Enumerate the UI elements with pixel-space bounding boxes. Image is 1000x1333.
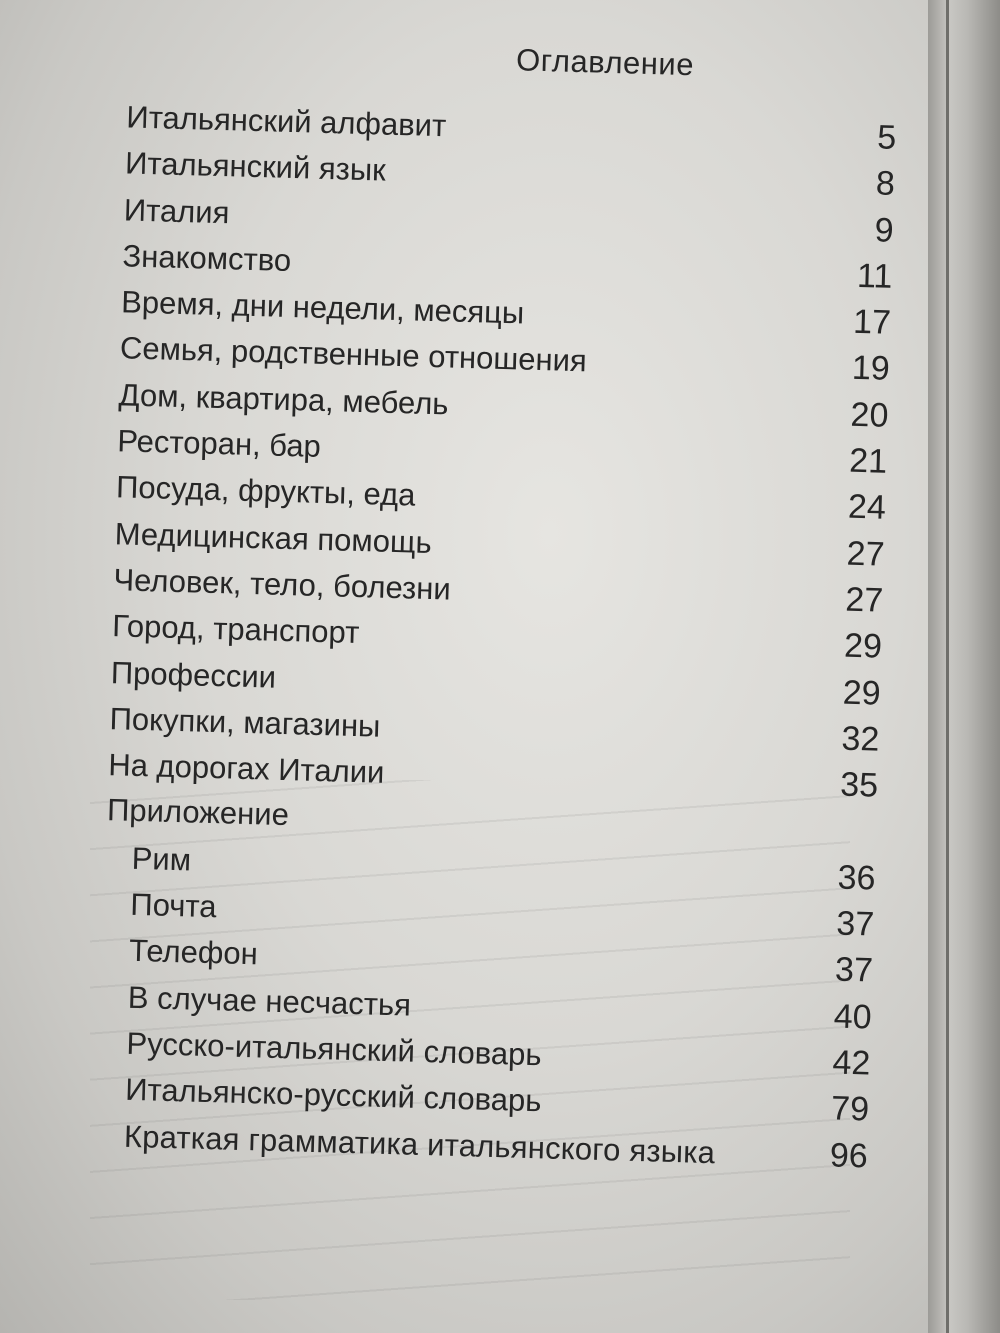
toc-entry-page: 96 — [829, 1135, 869, 1175]
toc-entry-label: Итальянский язык — [124, 145, 387, 188]
toc-entry-page: 40 — [833, 997, 873, 1037]
toc-entry-page: 27 — [846, 534, 886, 574]
toc-entry-page: 27 — [844, 580, 884, 620]
toc-entry-label: В случае несчастья — [127, 979, 412, 1023]
toc-entry-page: 29 — [842, 673, 882, 713]
toc-entry-label: Медицинская помощь — [114, 515, 433, 560]
toc-entry-label: Краткая грамматика итальянского языка — [123, 1118, 716, 1170]
toc-entry-label: Рим — [131, 840, 192, 878]
toc-entry-label: Дом, квартира, мебель — [118, 377, 449, 422]
toc-entry-label: Город, транспорт — [111, 608, 360, 651]
toc-entry-label: Итальянский алфавит — [125, 99, 447, 144]
toc-entry-page: 20 — [850, 395, 889, 435]
toc-title: Оглавление — [515, 42, 695, 83]
toc-entry-label: Время, дни недели, месяцы — [120, 284, 525, 331]
toc-entry-page: 42 — [831, 1043, 871, 1083]
toc-list — [97, 93, 896, 1179]
toc-entry-label: Италия — [123, 191, 230, 230]
toc-entry-label: Человек, тело, болезни — [113, 562, 452, 607]
toc-entry-page: 17 — [852, 302, 892, 342]
toc-entry-page: 36 — [837, 858, 877, 898]
toc-entry-label: Посуда, фрукты, еда — [115, 469, 416, 513]
toc-section-label: Приложение — [106, 792, 290, 833]
toc-entry-label: На дорогах Италии — [107, 747, 385, 790]
toc-entry-page: 19 — [851, 349, 891, 389]
toc-entry-page: 11 — [856, 256, 893, 296]
toc-entry-page — [837, 841, 877, 842]
toc-entry-label: Итальянско-русский словарь — [124, 1071, 542, 1119]
toc-entry-page: 37 — [835, 904, 875, 944]
toc-entry-page: 8 — [875, 164, 896, 204]
toc-entry-label: Телефон — [128, 933, 259, 972]
toc-entry-page: 5 — [876, 118, 897, 157]
toc-entry-label: Ресторан, бар — [116, 423, 322, 464]
toc-entry-page: 21 — [848, 441, 888, 481]
toc-entry-label: Знакомство — [122, 238, 292, 278]
toc-entry-page: 24 — [847, 488, 887, 528]
toc-entry-label: Профессии — [110, 654, 277, 695]
toc-entry-page: 37 — [834, 950, 874, 990]
toc-entry-page: 79 — [830, 1089, 870, 1129]
toc-entry-label: Почта — [129, 886, 218, 925]
toc-entry-page: 9 — [874, 210, 895, 250]
toc-entry-label: Покупки, магазины — [109, 700, 381, 744]
toc-entry-label: Семья, родственные отношения — [119, 330, 588, 379]
toc-entry-label: Русско-итальянский словарь — [126, 1025, 543, 1073]
toc-entry-page: 35 — [839, 765, 879, 805]
toc-entry-page: 29 — [843, 626, 883, 666]
toc-entry-page: 32 — [841, 719, 880, 759]
